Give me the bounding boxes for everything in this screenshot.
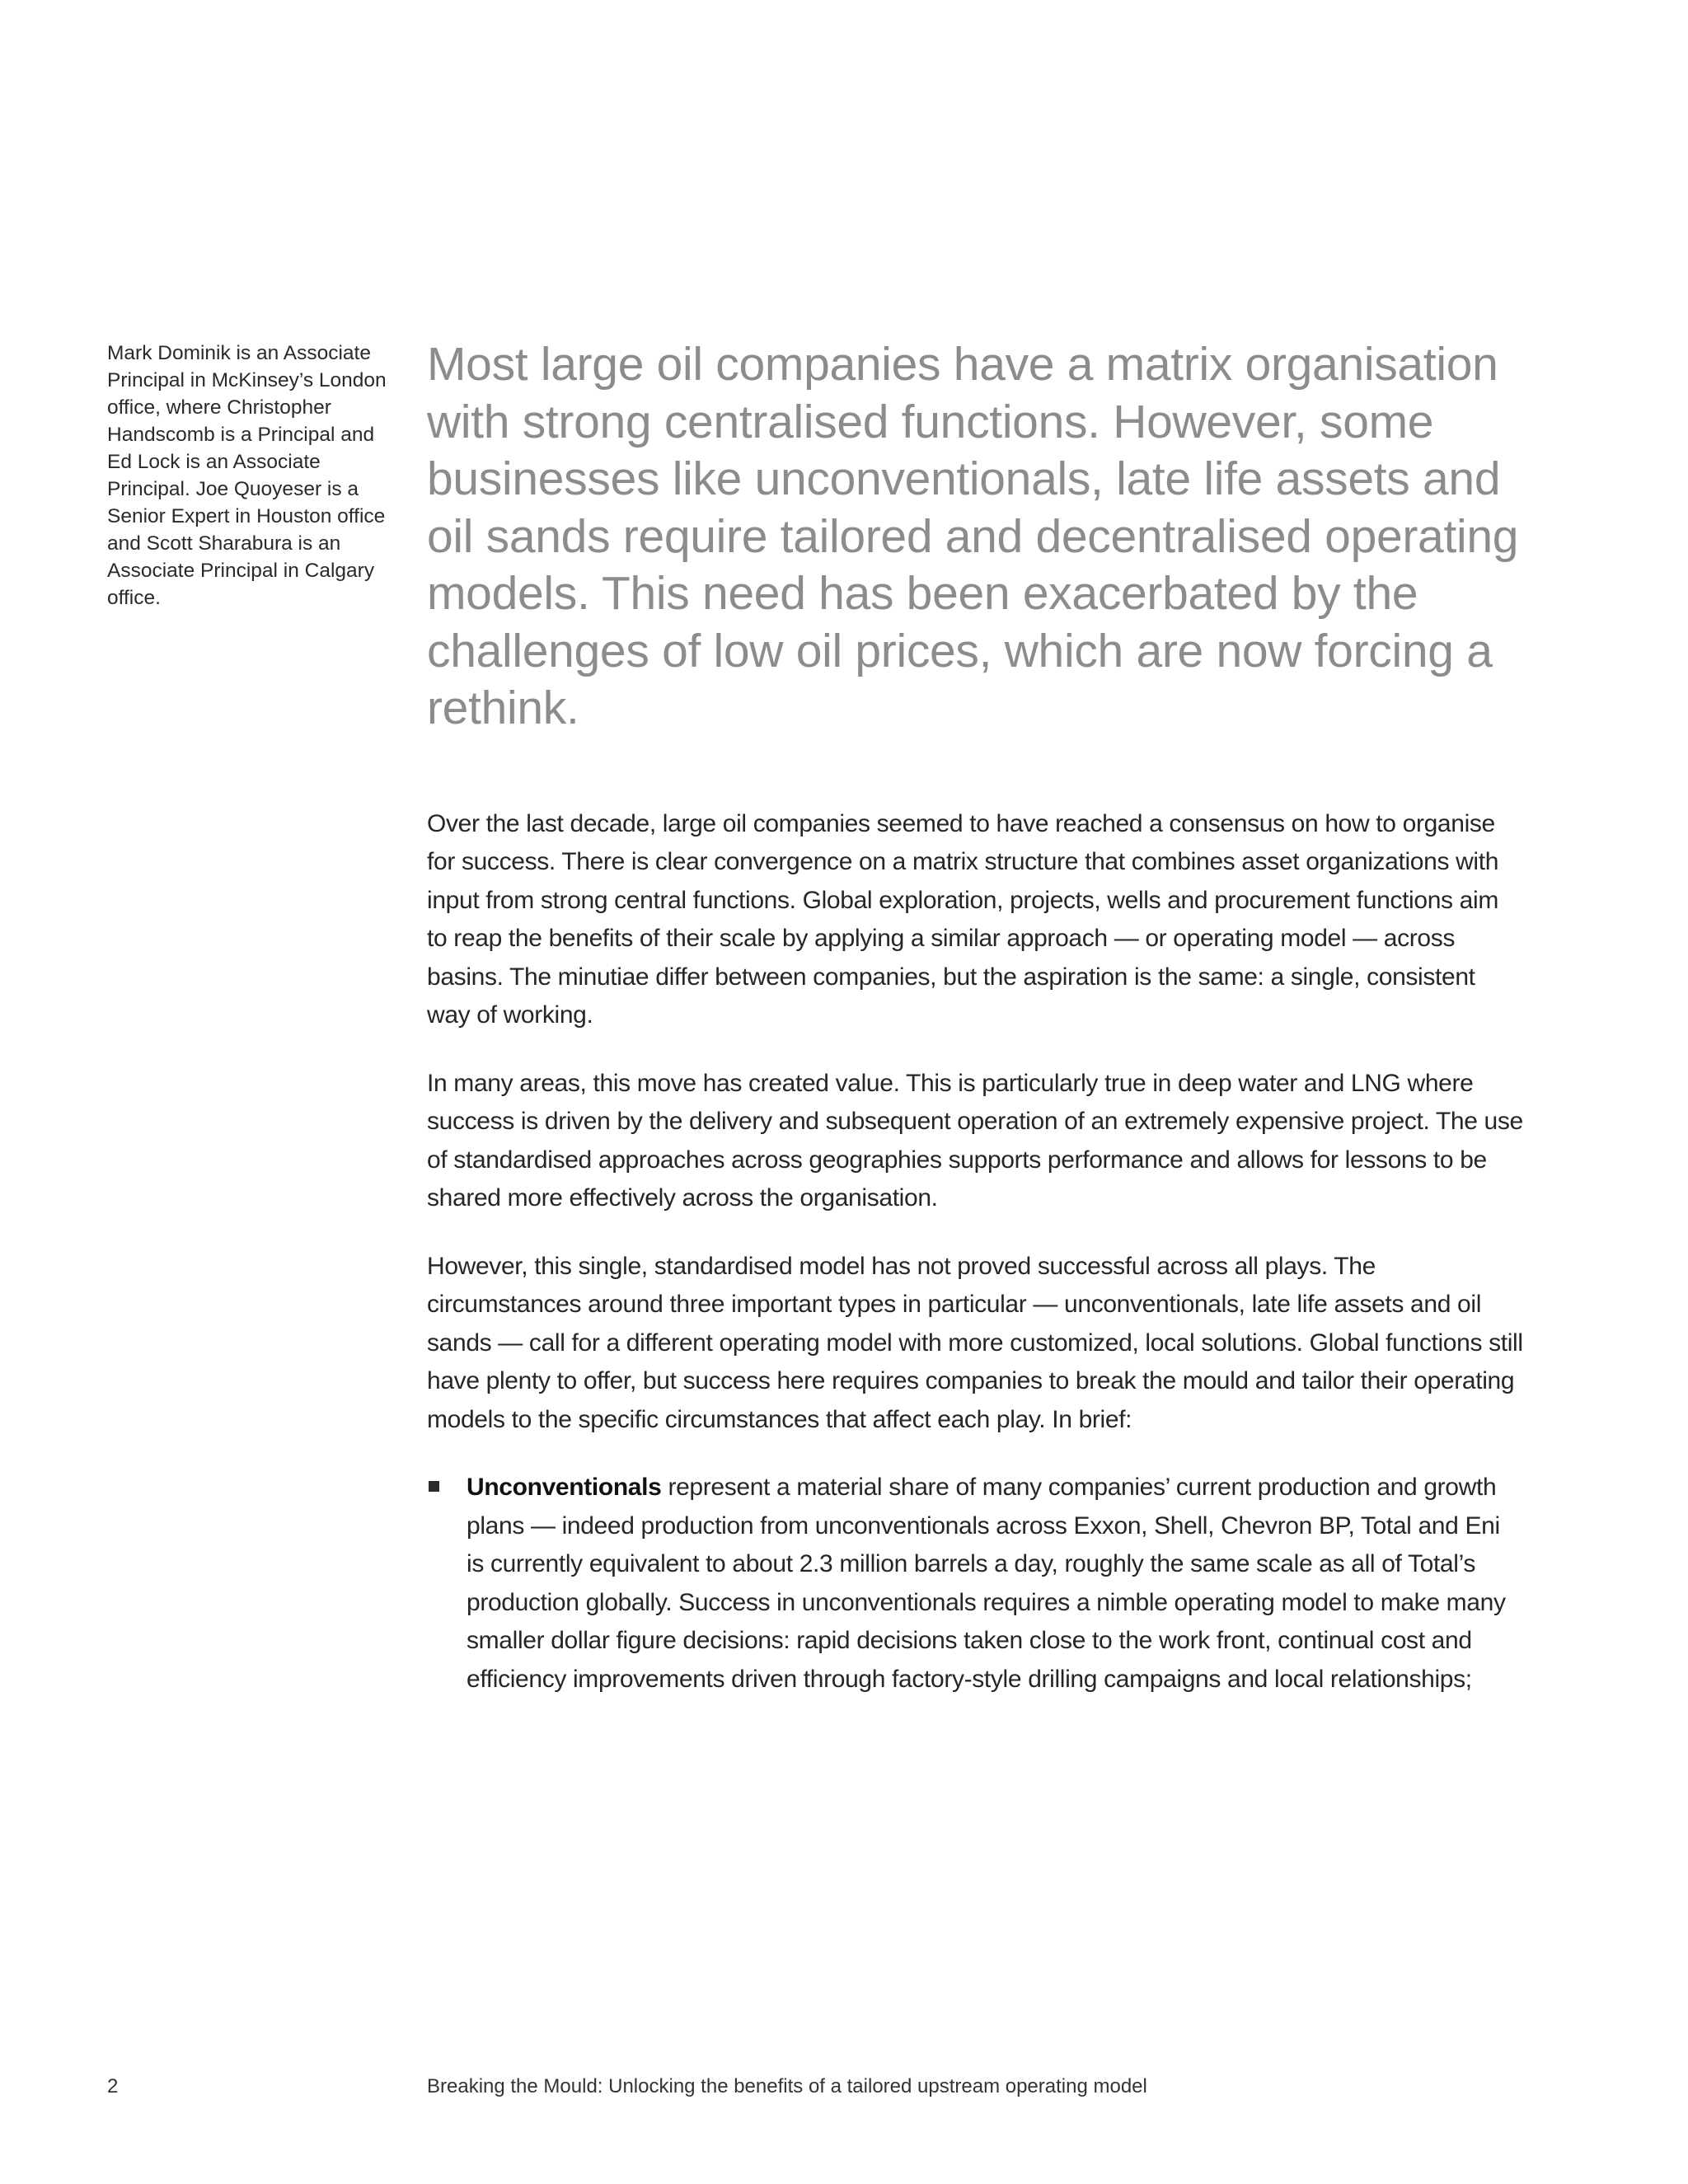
body-paragraph-2: In many areas, this move has created value. This is particularly true in deep water and LNG where success is driven by the delivery and subsequent operation of an extremely expensive project. The use of standardised approaches across geographies supports performance and allows for lessons to be shared more effectively across the organisation. [427, 1069, 1523, 1212]
lead-paragraph: Most large oil companies have a matrix organisation with strong centralised functions. However, some businesses like unconventionals, late life assets and oil sands require tailored and decentralised operating models. This need has been exacerbated by the challenges of low oil prices, which are now forcing a rethink. [427, 338, 1519, 734]
body-paragraph-3: However, this single, standardised model has not proved successful across all plays. The circumstances around three important types in particular — unconventionals, late life assets and oil sands — call for a different operating model with more customized, local solutions. Global functions still have plenty to offer, but success here requires companies to break the mould and tailor their operating models to the specific circumstances that affect each play. In brief: [427, 1252, 1523, 1433]
bullet-list [427, 1469, 1523, 1699]
body-paragraph-1: Over the last decade, large oil companies seemed to have reached a consensus on how to organise for success. There is clear convergence on a matrix structure that combines asset organizations with input from strong central functions. Global exploration, projects, wells and procurement functions aim to reap the benefits of their scale by applying a similar approach — or operating model — across basins. The minutiae differ between companies, but the aspiration is the same: a single, consistent way of working. [427, 809, 1499, 1029]
body-text [427, 805, 1523, 1699]
square-bullet-icon [429, 1481, 439, 1492]
author-note: Mark Dominik is an Associate Principal in McKinsey’s London office, where Christopher Handscomb is a Principal and Ed Lock is an Associate Principal. Joe Quoyeser is a Senior Expert in Houston office and Scott Sharabura is an Associate Principal in Calgary office. [107, 342, 387, 609]
page-number: 2 [107, 2075, 119, 2097]
footer-publication-title: Breaking the Mould: Unlocking the benefits of a tailored upstream operating model [427, 2075, 1147, 2097]
main-column [427, 336, 1523, 1699]
bullet-item-unconventionals [427, 1469, 1523, 1699]
bullet-term: Unconventionals [467, 1474, 662, 1501]
bullet-text: represent a material share of many companies’ current production and growth plans — indeed production from unconventionals across Exxon, Shell, Chevron BP, Total and Eni is currently equivalent to about 2.3 million barrels a day, roughly the same scale as all of Total’s production globally. Success in unconventionals requires a nimble operating model to make many smaller dollar figure decisions: rapid decisions taken close to the work front, continual cost and efficiency improvements driven through factory-style drilling campaigns and local relationships; [467, 1474, 1506, 1693]
